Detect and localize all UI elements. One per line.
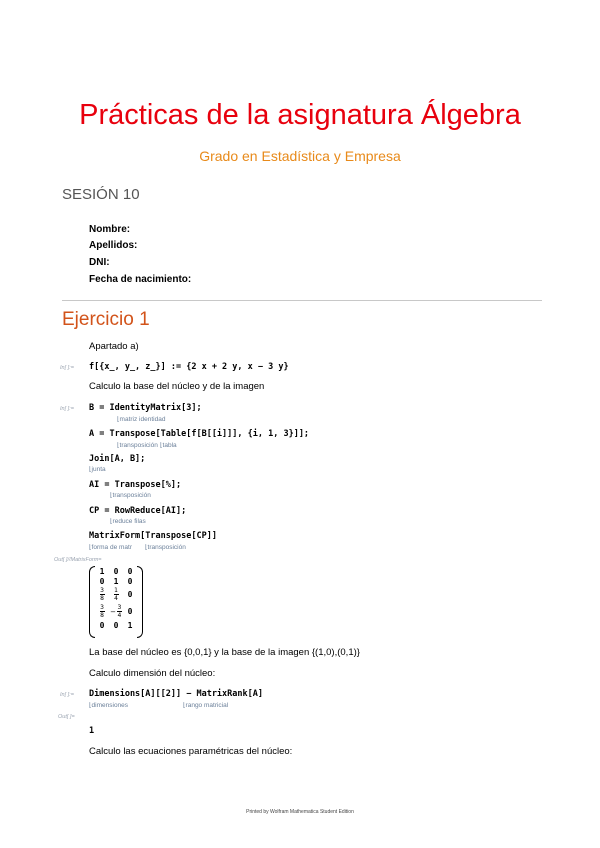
input-cell-label: In[ ]:=	[60, 692, 74, 698]
page-title: Prácticas de la asignatura Álgebra	[79, 99, 521, 131]
code-line-cp[interactable]: CP = RowReduce[AI];	[89, 506, 187, 516]
field-dni: DNI:	[89, 257, 110, 268]
code-line-join[interactable]: Join[A, B];	[89, 454, 146, 464]
part-label: Apartado a)	[89, 341, 139, 352]
matrix-grid	[95, 566, 137, 638]
matrix-cell: 0	[127, 576, 133, 586]
matrix-cell: 1	[127, 620, 133, 630]
page-footer: Printed by Wolfram Mathematica Student Edition	[246, 809, 354, 815]
hint-row-reduce: ⌊reduce filas	[110, 518, 146, 525]
input-cell-label: In[ ]:=	[60, 406, 74, 412]
section-divider	[62, 300, 542, 301]
matrix-cell: 1	[99, 566, 105, 576]
matrix-cell: 0	[99, 576, 105, 586]
matrix-fraction: $\frac{3}{8}$	[100, 603, 104, 619]
hint-identity-matrix: ⌊matriz identidad	[117, 416, 166, 423]
code-line-b[interactable]: B = IdentityMatrix[3];	[89, 403, 202, 413]
exercise-title: Ejercicio 1	[62, 309, 150, 330]
dimension-code[interactable]: Dimensions[A][[2]] − MatrixRank[A]	[89, 689, 263, 699]
hint-transpose: ⌊transposición	[117, 442, 158, 449]
hint-transpose-3: ⌊transposición	[145, 544, 186, 551]
field-apellidos: Apellidos:	[89, 240, 138, 251]
output-cell-label: Out[ ]=	[58, 714, 75, 720]
matrix-fraction-negative: − $\frac{3}{4}$	[110, 603, 122, 619]
matrix-cell: 1	[113, 576, 119, 586]
matrix-cell: 0	[127, 566, 133, 576]
code-line-ai[interactable]: AI = Transpose[%];	[89, 480, 182, 490]
matrix-cell: 0	[127, 607, 133, 616]
hint-table: ⌊tabla	[160, 442, 177, 449]
output-cell-label: Out[ ]//MatrixForm=	[54, 557, 102, 563]
function-definition-code[interactable]: f[{x_, y_, z_}] := {2 x + 2 y, x − 3 y}	[89, 362, 289, 372]
matrix-cell: 0	[99, 620, 105, 630]
hint-dimensions: ⌊dimensiones	[89, 702, 129, 709]
field-nombre: Nombre:	[89, 224, 131, 235]
page-subtitle: Grado en Estadística y Empresa	[199, 148, 401, 164]
field-fecha-nacimiento: Fecha de nacimiento:	[89, 274, 192, 285]
hint-matrix-form: ⌊forma de matr	[89, 544, 133, 551]
hint-join: ⌊junta	[89, 466, 106, 473]
matrix-cell: 0	[113, 620, 119, 630]
dimension-output: 1	[89, 726, 95, 736]
matrix-fraction: $\frac{1}{4}$	[114, 586, 118, 602]
matrix-cell: 0	[127, 590, 133, 599]
code-line-a[interactable]: A = Transpose[Table[f[B[[i]]], {i, 1, 3}]];	[89, 429, 310, 439]
hint-matrix-rank: ⌊rango matricial	[183, 702, 229, 709]
hint-transpose-2: ⌊transposición	[110, 492, 151, 499]
parametric-text: Calculo las ecuaciones paramétricas del núcleo:	[89, 746, 293, 757]
input-cell-label: In[ ]:=	[60, 365, 74, 371]
code-line-matrixform[interactable]: MatrixForm[Transpose[CP]]	[89, 531, 217, 541]
matrix-fraction: $\frac{3}{8}$	[100, 586, 104, 602]
result-text: La base del núcleo es {0,0,1} y la base de la imagen {(1,0),(0,1)}	[89, 647, 360, 658]
right-paren	[137, 566, 143, 638]
session-heading: SESIÓN 10	[62, 186, 140, 203]
basis-text: Calculo la base del núcleo y de la imagen	[89, 381, 265, 392]
dimension-text: Calculo dimensión del núcleo:	[89, 668, 216, 679]
matrix-output	[89, 566, 143, 638]
matrix-cell: 0	[113, 566, 119, 576]
